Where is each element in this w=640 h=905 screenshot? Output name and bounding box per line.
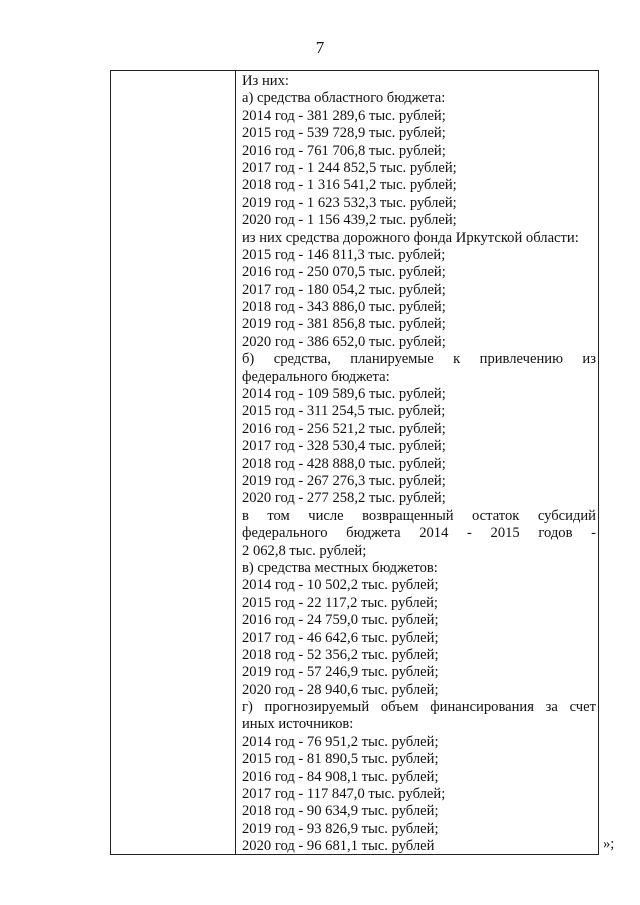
text-line: 2017 год - 117 847,0 тыс. рублей; — [242, 786, 446, 803]
text-line: 2020 год - 28 940,6 тыс. рублей; — [242, 681, 439, 698]
text-line: 2018 год - 1 316 541,2 тыс. рублей; — [242, 177, 457, 194]
column-divider — [235, 71, 236, 854]
text-line: 2020 год - 386 652,0 тыс. рублей; — [242, 333, 446, 350]
text-line: 2016 год - 256 521,2 тыс. рублей; — [242, 420, 446, 437]
text-line: 2015 год - 81 890,5 тыс. рублей; — [242, 751, 439, 768]
text-line: 2014 год - 10 502,2 тыс. рублей; — [242, 577, 439, 594]
text-line: 2017 год - 46 642,6 тыс. рублей; — [242, 629, 439, 646]
text-line: Из них: — [242, 73, 289, 89]
text-line: 2016 год - 84 908,1 тыс. рублей; — [242, 768, 439, 785]
text-line: 2015 год - 22 117,2 тыс. рублей; — [242, 594, 438, 611]
text-line: в) средства местных бюджетов: — [242, 559, 438, 576]
text-line: 2015 год - 146 811,3 тыс. рублей; — [242, 246, 446, 263]
text-line: 2016 год - 250 070,5 тыс. рублей; — [242, 264, 446, 281]
text-line: 2015 год - 539 728,9 тыс. рублей; — [242, 125, 446, 142]
funding-table — [110, 70, 599, 855]
closing-quote-mark: »; — [603, 836, 615, 852]
text-line: 2 062,8 тыс. рублей; — [242, 542, 367, 559]
text-line: федерального бюджета 2014 - 2015 годов - — [242, 525, 596, 542]
text-line: 2016 год - 24 759,0 тыс. рублей; — [242, 612, 439, 629]
text-line: 2020 год - 96 681,1 тыс. рублей — [242, 838, 435, 855]
text-line: 2017 год - 1 244 852,5 тыс. рублей; — [242, 159, 457, 176]
text-line: 2015 год - 311 254,5 тыс. рублей; — [242, 403, 446, 420]
text-line: 2020 год - 1 156 439,2 тыс. рублей; — [242, 212, 457, 229]
page-number: 7 — [315, 38, 325, 57]
text-line: 2018 год - 90 634,9 тыс. рублей; — [242, 803, 439, 820]
text-line: а) средства областного бюджета: — [242, 90, 446, 107]
funding-text-cell — [242, 73, 596, 856]
text-line: 2020 год - 277 258,2 тыс. рублей; — [242, 490, 446, 507]
text-line: иных источников: — [242, 716, 354, 733]
text-line: федерального бюджета: — [242, 368, 390, 385]
text-line: в том числе возвращенный остаток субсидий — [242, 507, 596, 524]
text-line: б) средства, планируемые к привлечению из — [242, 351, 596, 368]
text-line: 2017 год - 180 054,2 тыс. рублей; — [242, 281, 446, 298]
text-line: из них средства дорожного фонда Иркутской области: — [242, 229, 579, 246]
text-line: 2016 год - 761 706,8 тыс. рублей; — [242, 142, 446, 159]
text-line: 2018 год - 52 356,2 тыс. рублей; — [242, 646, 439, 663]
text-line: 2017 год - 328 530,4 тыс. рублей; — [242, 438, 446, 455]
text-line: 2018 год - 428 888,0 тыс. рублей; — [242, 455, 446, 472]
text-line: 2019 год - 93 826,9 тыс. рублей; — [242, 820, 439, 837]
text-line: 2018 год - 343 886,0 тыс. рублей; — [242, 299, 446, 316]
text-line: 2014 год - 381 289,6 тыс. рублей; — [242, 107, 446, 124]
text-line: 2019 год - 1 623 532,3 тыс. рублей; — [242, 194, 457, 211]
text-line: 2014 год - 109 589,6 тыс. рублей; — [242, 386, 446, 403]
text-line: г) прогнозируемый объем финансирования за счет — [242, 699, 596, 716]
text-line: 2019 год - 267 276,3 тыс. рублей; — [242, 472, 446, 489]
text-line: 2014 год - 76 951,2 тыс. рублей; — [242, 733, 439, 750]
text-line: 2019 год - 381 856,8 тыс. рублей; — [242, 316, 446, 333]
text-line: 2019 год - 57 246,9 тыс. рублей; — [242, 664, 439, 681]
